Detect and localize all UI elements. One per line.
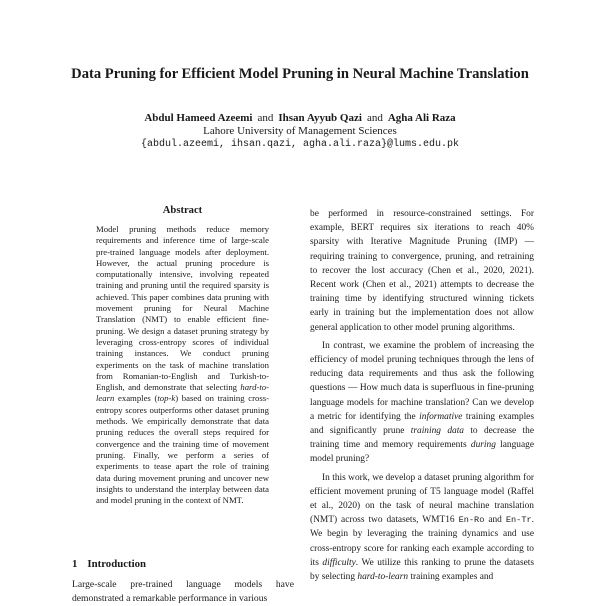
paragraph: In this work, we develop a dataset pruning algorithm for efficient movement pruning of T5 language model (Raffel et al., 2020) on the task of neural machine translation (NMT) across two datasets, WMT16 En-Ro and En-Tr. We begin by leveraging the training dynamics and use cross-entropy score for ranking each example according to its difficulty. We utilize this ranking to prune the datasets by selecting hard-to-learn training examples and — [310, 472, 535, 583]
author-separator: and — [257, 112, 274, 124]
author-names — [0, 112, 600, 125]
author-name: Agha Ali Raza — [387, 112, 456, 124]
author-emails: {abdul.azeemi, ihsan.qazi, agha.ali.raza}@lums.edu.pk — [140, 139, 460, 150]
abstract-heading: Abstract — [162, 205, 203, 216]
section-title: Introduction — [87, 558, 147, 570]
introduction-text: Large-scale pre-trained language models have demonstrated a remarkable performance in various — [72, 579, 294, 604]
author-separator: and — [366, 112, 383, 124]
section-number: 1 — [72, 558, 78, 570]
affiliation: Lahore University of Management Sciences — [203, 125, 397, 137]
paragraph: In contrast, we examine the problem of increasing the efficiency of model pruning techniques through the lens of reducing data requirements and thus ask the following questions — How much data is superfluous in fine-pruning language models for machine translation? Can we develop a metric for identifying the informative training examples and significantly prune training data to decrease the training time and memory requirements during language model pruning? — [310, 340, 534, 465]
paper-title: Data Pruning for Efficient Model Pruning in Neural Machine Translation — [71, 66, 529, 82]
section-heading-introduction — [72, 558, 146, 570]
author-name: Abdul Hameed Azeemi — [144, 112, 253, 124]
paragraph: be performed in resource-constrained settings. For example, BERT requires six iterations to reach 40% sparsity with Iterative Magnitude Pruning (IMP) —requiring training to convergence, pruning, and retraining to recover the lost accuracy (Chen et al., 2020, 2021). Recent work (Chen et al., 2021) attempts to decrease the training time by identifying structured winning tickets early in training but the implementation does not allow general application to other model pruning algorithms. — [310, 209, 534, 333]
abstract-text: Model pruning methods reduce memory requirements and inference time of large-scale pre-trained language models after deployment. However, the actual pruning procedure is computationally intensive, involving repeated training and pruning until the required sparsity is achieved. This paper combines data pruning with movement pruning for Neural Machine Translation (NMT) to enable efficient fine-pruning. We design a dataset pruning strategy by leveraging cross-entropy scores of individual training instances. We conduct pruning experiments on the task of machine translation from Romanian-to-English and Turkish-to-English, and demonstrate that selecting hard-to-learn examples (top-k) based on training cross-entropy scores outperforms other dataset pruning methods. We empirically demonstrate that data pruning reduces the overall steps required for convergence and the training time of movement pruning. Finally, we perform a series of experiments to tease apart the role of training data during movement pruning and uncover new insights to understand the interplay between data and model pruning in the context of NMT. — [96, 224, 269, 506]
author-name: Ihsan Ayyub Qazi — [278, 112, 362, 124]
right-column — [310, 207, 534, 588]
author-block — [0, 112, 600, 151]
